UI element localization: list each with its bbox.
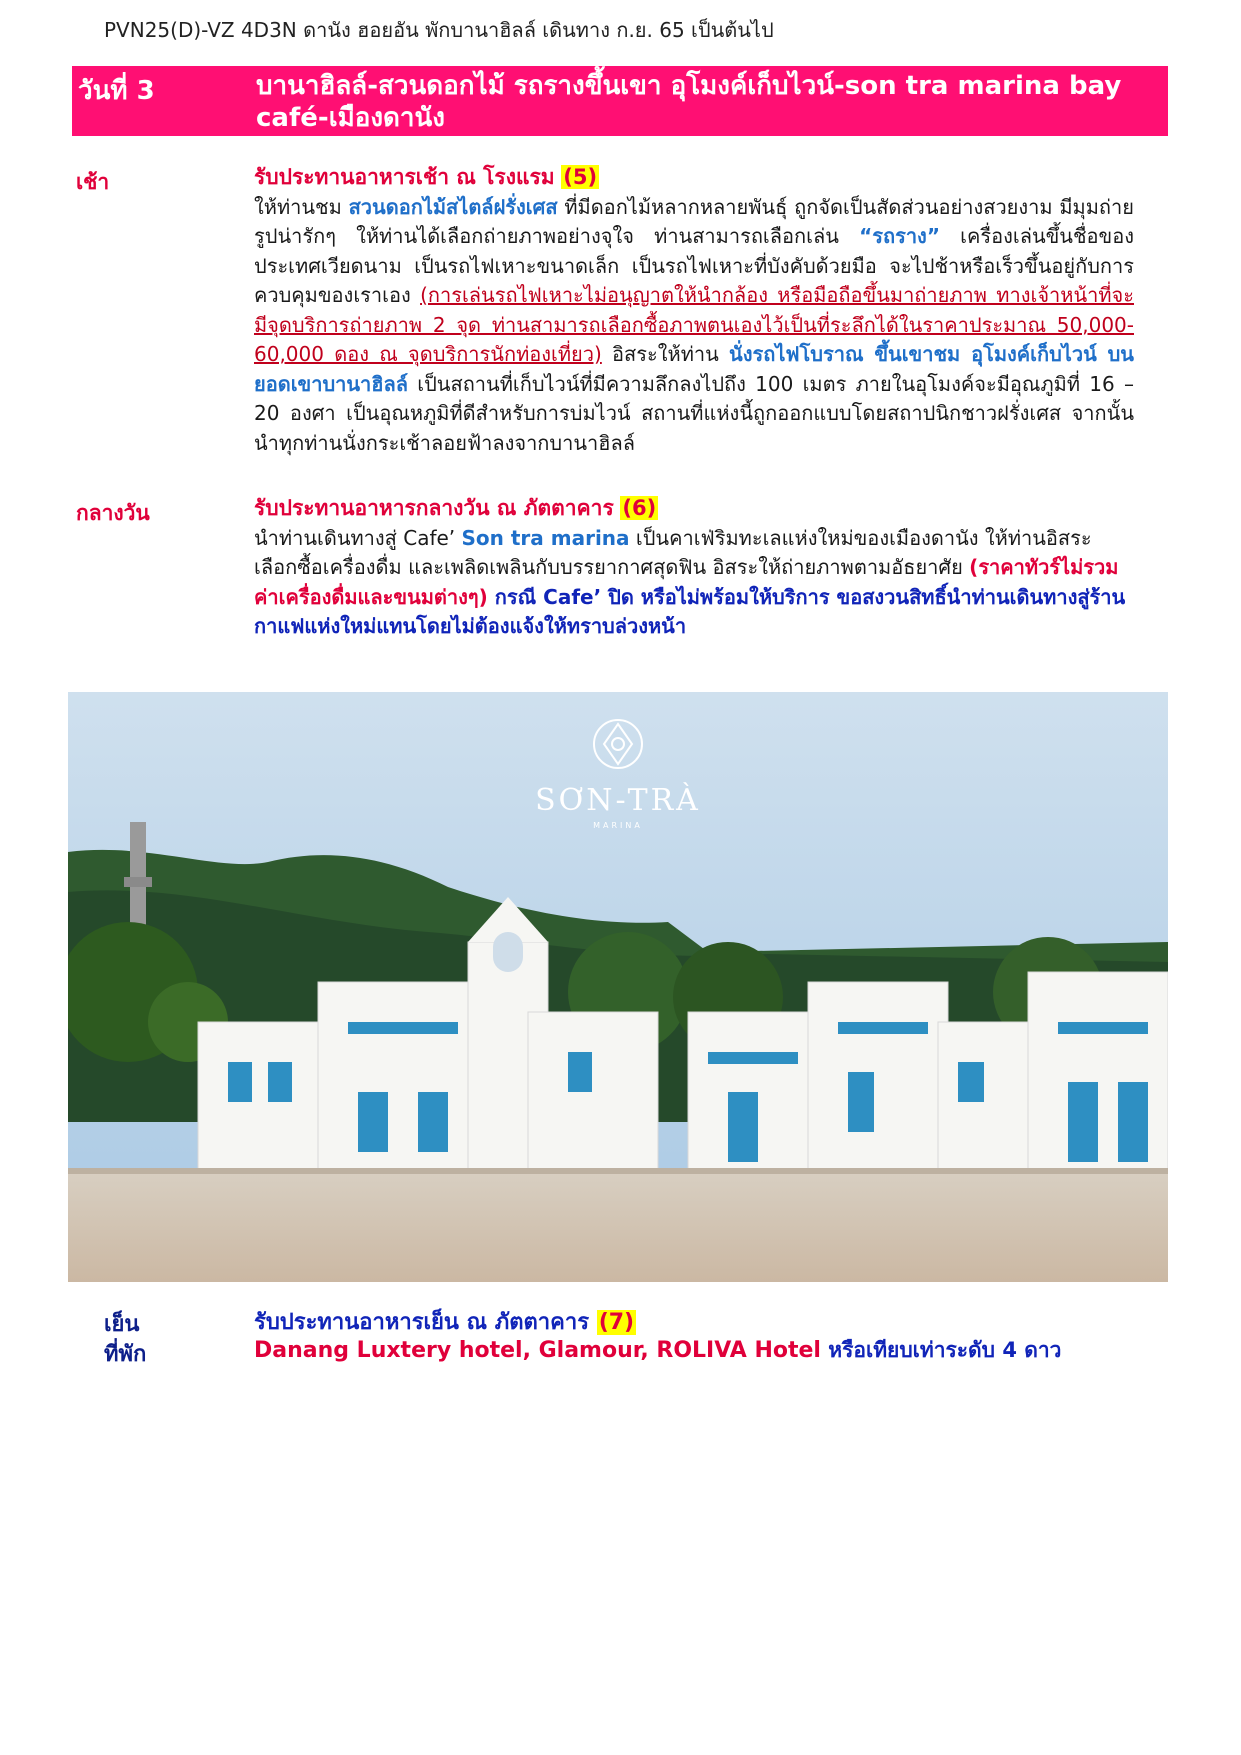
day-label: วันที่ 3	[78, 76, 155, 106]
morning-description	[254, 193, 1134, 459]
morning-meal-number: (5)	[563, 165, 598, 189]
noon-meal	[254, 494, 1134, 524]
ride-highlight: นั่งรถไฟโบราณ ขึ้นเขาชม อุโมงค์เก็บไวน์ บนยอดเขาบานาฮิลล์	[254, 342, 1134, 396]
closed-note: กรณี Cafe’ ปิด หรือไม่พร้อมให้บริการ ขอสงวนสิทธิ์นำท่านเดินทางสู่ร้านกาแฟแห่งใหม่แทนโดยไม่ต้องแจ้งให้ทราบล่วงหน้า	[254, 584, 1126, 638]
noon-description	[254, 524, 1134, 642]
evening-meal-text: รับประทานอาหารเย็น ณ ภัตตาคาร	[254, 1310, 590, 1335]
document-header: PVN25(D)-VZ 4D3N ดานัง ฮอยอัน พักบานาฮิลล์ เดินทาง ก.ย. 65 เป็นต้นไป	[104, 18, 774, 42]
noon-text-2: เป็นคาเฟ่ริมทะเลแห่งใหม่ของเมืองดานัง ให้ท่านอิสระเลือกซื้อเครื่องดื่ม และเพลิดเพลินกับบรรยากาศสุดฟิน อิสระให้ถ่ายภาพตามอัธยาศัย	[254, 525, 1092, 579]
hotel-info	[254, 1334, 1061, 1367]
noon-section	[254, 494, 1134, 642]
morning-meal	[254, 163, 1134, 193]
morning-meal-text: รับประทานอาหารเช้า ณ โรงแรม	[254, 165, 555, 189]
cafe-brand: SƠN-TRÀ	[535, 783, 701, 818]
tram-highlight: “รถราง”	[859, 224, 940, 248]
noon-label: กลางวัน	[76, 501, 150, 525]
tram-notice: (การเล่นรถไฟเหาะไม่อนุญาตให้นำกล้อง หรือมือถือขึ้นมาถ่ายภาพ ทางเจ้าหน้าที่จะมีจุดบริการถ่ายภาพ 2 จุด ท่านสามารถเลือกซื้อภาพตนเองไว้เป็นที่ระลึกได้ในราคาประมาณ 50,000-60,000 ดอง ณ จุดบริการนักท่องเที่ยว)	[254, 283, 1134, 366]
cafe-photo	[68, 692, 1168, 1282]
price-note: (ราคาทัวร์ไม่รวมค่าเครื่องดื่มและขนมต่างๆ)	[254, 555, 1119, 609]
hotel-suffix: หรือเทียบเท่าระดับ 4 ดาว	[820, 1338, 1062, 1362]
cafe-photo-illustration	[68, 692, 1168, 1282]
noon-meal-number: (6)	[622, 496, 657, 520]
hotel-names: Danang Luxtery hotel, Glamour, ROLIVA Hotel	[254, 1338, 821, 1363]
morning-text-4: อิสระให้ท่าน	[601, 342, 730, 366]
morning-text-5: เป็นสถานที่เก็บไวน์ที่มีความลึกลงไปถึง 100 เมตร ภายในอุโมงค์จะมีอุณภูมิที่ 16 – 20 องศา เป็นอุณหภูมิที่ดีสำหรับการบ่มไวน์ สถานที่แห่งนี้ถูกออกแบบโดยสถาปนิกชาวฝรั่งเศส จากนั้นนำทุกท่านนั่งกระเช้าลอยฟ้าลงจากบานาฮิลล์	[254, 371, 1134, 455]
cafe-highlight: Son tra marina	[461, 525, 630, 550]
morning-section	[254, 163, 1134, 458]
noon-meal-text: รับประทานอาหารกลางวัน ณ ภัตตาคาร	[254, 496, 614, 520]
day-title: บานาฮิลล์-สวนดอกไม้ รถรางขึ้นเขา อุโมงค์เก็บไวน์-son tra marina bay café-เมืองดานัง	[256, 71, 1122, 133]
morning-label: เช้า	[76, 170, 110, 194]
hotel-label: ที่พัก	[104, 1342, 147, 1367]
day-banner	[72, 66, 1168, 136]
evening-label: เย็น	[104, 1312, 140, 1337]
evening-meal-number: (7)	[598, 1310, 635, 1335]
morning-text-1: ให้ท่านชม	[254, 194, 349, 219]
noon-text-1: นำท่านเดินทางสู่ Cafe’	[254, 525, 462, 550]
cafe-brand-sub: MARINA	[593, 821, 643, 830]
morning-text-2: ที่มีดอกไม้หลากหลายพันธุ์ ถูกจัดเป็นสัดส่วนอย่างสวยงาม มีมุมถ่ายรูปน่ารักๆ ให้ท่านได้เลือกถ่ายภาพอย่างจุใจ ท่านสามารถเลือกเล่น	[254, 194, 1134, 248]
morning-text-3: เครื่องเล่นขึ้นชื่อของประเทศเวียดนาม เป็นรถไฟเหาะขนาดเล็ก เป็นรถไฟเหาะที่บังคับด้วยมือ จะไปช้าหรือเร็วขึ้นอยู่กับการควบคุมของเราเอง	[254, 224, 1135, 307]
garden-highlight: สวนดอกไม้สไตล์ฝรั่งเศส	[348, 194, 558, 219]
